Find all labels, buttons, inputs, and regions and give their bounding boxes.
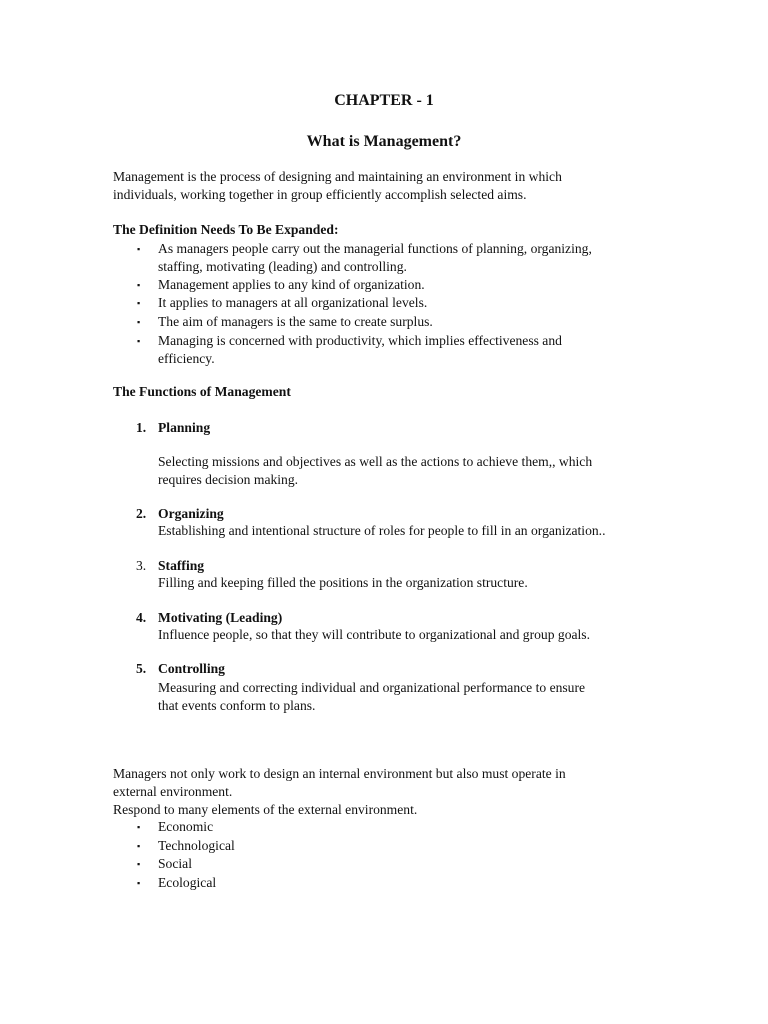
chapter-heading: CHAPTER - 1 — [334, 92, 434, 109]
function-description: Establishing and intentional structure of roles for people to fill in an organization.. — [158, 523, 606, 538]
functions-heading: The Functions of Management — [113, 384, 291, 399]
definition-item — [158, 240, 592, 276]
bullet-icon: ▪ — [137, 822, 141, 832]
function-description-line: Measuring and correcting individual and organizational performance to ensure — [158, 680, 586, 695]
function-title: Planning — [158, 420, 211, 435]
function-description — [158, 679, 585, 715]
external-line: Respond to many elements of the external environment. — [113, 802, 418, 817]
external-paragraph — [113, 765, 566, 819]
definition-item: The aim of managers is the same to create surplus. — [158, 314, 433, 329]
external-item: Technological — [158, 838, 235, 853]
function-description-line: requires decision making. — [158, 472, 299, 487]
definition-item — [158, 332, 562, 368]
function-number: 1. — [136, 420, 147, 435]
intro-line: individuals, working together in group efficiently accomplish selected aims. — [113, 187, 527, 202]
bullet-icon: ▪ — [137, 859, 141, 869]
function-number: 3. — [136, 558, 147, 573]
bullet-icon: ▪ — [137, 878, 141, 888]
definition-item-line: Managing is concerned with productivity, which implies effectiveness and — [158, 333, 562, 348]
external-line: external environment. — [113, 784, 233, 799]
definition-item: It applies to managers at all organizational levels. — [158, 295, 428, 310]
function-title: Organizing — [158, 506, 224, 521]
external-item: Economic — [158, 819, 214, 834]
bullet-icon: ▪ — [137, 298, 141, 308]
definition-item-line: efficiency. — [158, 351, 215, 366]
external-line: Managers not only work to design an internal environment but also must operate in — [113, 766, 566, 781]
bullet-icon: ▪ — [137, 336, 141, 346]
external-item: Social — [158, 856, 192, 871]
intro-paragraph — [113, 168, 562, 204]
bullet-icon: ▪ — [137, 244, 141, 254]
bullet-icon: ▪ — [137, 317, 141, 327]
function-description: Filling and keeping filled the positions in the organization structure. — [158, 575, 528, 590]
function-number: 4. — [136, 610, 147, 625]
function-description-line: that events conform to plans. — [158, 698, 316, 713]
function-description-line: Selecting missions and objectives as well as the actions to achieve them,, which — [158, 454, 593, 469]
external-item: Ecological — [158, 875, 217, 890]
function-description — [158, 453, 592, 489]
page-title: What is Management? — [306, 133, 462, 150]
definition-item-line: As managers people carry out the managerial functions of planning, organizing, — [158, 241, 592, 256]
function-number: 5. — [136, 661, 147, 676]
definition-heading: The Definition Needs To Be Expanded: — [113, 222, 339, 237]
definition-item-line: staffing, motivating (leading) and controlling. — [158, 259, 407, 274]
function-number: 2. — [136, 506, 147, 521]
function-description: Influence people, so that they will contribute to organizational and group goals. — [158, 627, 590, 642]
function-title: Staffing — [158, 558, 205, 573]
function-title: Controlling — [158, 661, 225, 676]
definition-item: Management applies to any kind of organization. — [158, 277, 425, 292]
bullet-icon: ▪ — [137, 280, 141, 290]
function-title: Motivating (Leading) — [158, 610, 283, 625]
intro-line: Management is the process of designing and maintaining an environment in which — [113, 169, 562, 184]
bullet-icon: ▪ — [137, 841, 141, 851]
